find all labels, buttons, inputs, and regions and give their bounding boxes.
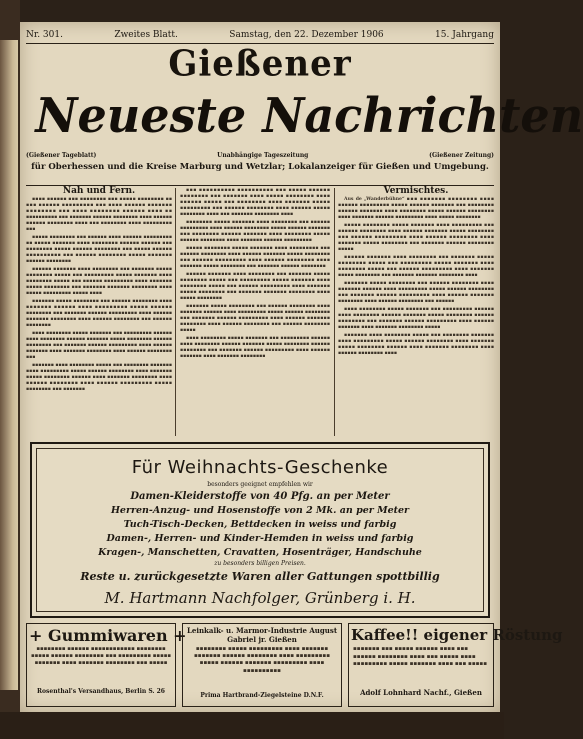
kaffee-title: Kaffee!! eigener Röstung — [351, 626, 563, 644]
column-right-body: Aus de „Wanderbühne“ ▪▪▪ ▪▪▪▪▪▪▪ ▪▪▪▪▪▪▪▪ ▪▪▪▪ ▪▪▪▪▪▪ ▪▪▪▪▪▪▪▪▪ ▪▪▪▪▪ ▪▪▪▪▪▪ ▪▪▪▪▪▪▪ ▪▪▪ ▪▪▪▪▪▪▪▪ ▪▪▪▪▪▪ ▪▪▪▪▪▪▪ ▪▪▪▪ ▪▪▪▪▪▪▪▪ ▪▪▪▪▪ ▪▪▪▪▪▪ ▪▪▪▪▪▪▪▪ ▪▪▪▪ ▪▪▪▪▪▪▪ ▪▪▪▪▪▪ ▪▪▪▪▪▪▪▪▪ ▪▪▪▪ ▪▪▪▪▪ ▪▪▪▪▪▪▪▪ ▪▪▪▪▪ ▪▪▪▪▪▪▪▪ ▪▪▪▪▪ ▪▪▪▪▪▪▪ ▪▪▪▪ ▪▪▪▪▪▪▪▪▪ ▪▪▪ ▪▪▪▪▪▪ ▪▪▪▪▪▪▪▪ ▪▪▪▪ ▪▪▪▪▪▪ ▪▪▪▪▪▪▪ ▪▪▪▪▪ ▪▪▪▪▪▪▪▪ ▪▪▪ ▪▪▪▪▪▪ ▪▪▪▪▪▪▪▪▪ ▪▪▪▪ ▪▪▪▪▪▪ ▪▪▪▪▪▪▪▪ ▪▪▪▪ ▪▪▪▪▪▪▪ ▪▪▪▪▪ ▪▪▪▪▪▪▪▪ ▪▪▪ ▪▪▪▪▪▪▪ ▪▪▪▪▪▪ ▪▪▪▪▪▪▪▪ ▪▪▪▪▪ ▪▪▪▪▪▪ ▪▪▪▪▪▪▪ ▪▪▪▪ ▪▪▪▪▪▪▪▪ ▪▪▪ ▪▪▪▪▪▪▪ ▪▪▪▪▪ ▪▪▪▪▪▪▪▪ ▪▪▪▪▪ ▪▪▪ ▪▪▪▪▪▪▪▪▪ ▪▪▪▪▪ ▪▪▪▪▪▪▪ ▪▪▪▪ ▪▪▪▪▪▪▪▪ ▪▪▪▪▪ ▪▪▪ ▪▪▪▪▪▪ ▪▪▪▪▪▪▪▪▪ ▪▪▪▪ ▪▪▪▪▪▪▪ ▪▪▪▪▪ ▪▪▪▪▪▪▪▪ ▪▪▪ ▪▪▪▪▪▪▪ ▪▪▪▪▪▪▪ ▪▪▪▪▪▪▪▪ ▪▪▪▪ ▪▪▪▪▪▪▪ ▪▪▪▪▪ ▪▪▪▪▪▪▪▪ ▪▪▪ ▪▪▪▪▪▪ ▪▪▪▪▪▪▪▪ ▪▪▪▪ ▪▪▪▪▪▪▪ ▪▪▪▪▪▪ ▪▪▪▪ ▪▪▪▪▪▪▪▪▪ ▪▪▪▪▪ ▪▪▪▪▪▪ ▪▪▪▪▪▪▪▪ ▪▪▪ ▪▪▪▪▪▪▪ ▪▪▪▪▪▪ ▪▪▪▪▪▪▪▪▪ ▪▪▪▪ ▪▪▪▪▪▪ ▪▪▪▪▪▪▪ ▪▪▪▪▪▪▪▪ ▪▪▪▪ ▪▪▪▪▪▪ ▪▪▪▪▪▪▪▪ ▪▪▪ ▪▪▪▪▪▪ ▪▪▪▪ ▪▪▪▪▪▪▪▪ ▪▪▪▪▪ ▪▪▪▪▪▪▪ ▪▪▪ ▪▪▪▪▪▪▪▪▪ ▪▪▪▪▪▪ ▪▪▪▪ ▪▪▪▪▪▪▪▪ ▪▪▪▪▪▪ ▪▪▪▪▪▪▪ ▪▪▪▪▪ ▪▪▪▪▪▪▪▪ ▪▪▪▪▪▪ ▪▪▪▪▪▪▪▪ ▪▪▪ ▪▪▪▪▪▪▪ ▪▪▪▪▪▪ ▪▪▪▪▪▪▪▪▪ ▪▪▪▪ ▪▪▪▪▪▪ ▪▪▪▪▪▪▪ ▪▪▪▪ ▪▪▪▪▪▪▪ ▪▪▪▪▪▪▪▪ ▪▪▪▪▪ ▪▪▪▪▪▪▪ ▪▪▪▪ ▪▪▪▪▪▪▪▪ ▪▪▪▪▪ ▪▪▪ ▪▪▪▪▪▪▪▪ ▪▪▪▪▪▪▪ ▪▪▪▪ ▪▪▪▪▪▪▪▪▪ ▪▪▪▪▪ ▪▪▪▪▪▪ ▪▪▪▪▪▪▪▪ ▪▪▪▪ ▪▪▪▪▪▪▪ ▪▪▪▪▪ ▪▪▪▪▪▪▪▪ ▪▪▪▪▪▪ ▪▪▪▪ ▪▪▪▪▪▪▪ ▪▪▪▪▪▪▪▪ ▪▪▪▪ ▪▪▪▪▪▪ ▪▪▪▪▪▪▪▪ ▪▪▪▪ — [338, 197, 494, 356]
kaffee-body: ▪▪▪▪▪▪▪ ▪▪▪ ▪▪▪▪▪ ▪▪▪▪▪▪ ▪▪▪▪ ▪▪▪ ▪▪▪▪▪▪ ▪▪▪▪▪▪▪▪ ▪▪▪▪ ▪▪▪ ▪▪▪▪▪ ▪▪▪▪ ▪▪▪▪▪▪▪▪▪ ▪▪▪▪▪ ▪▪▪▪▪▪▪ ▪▪▪▪ ▪▪▪ ▪▪▪▪▪ — [353, 646, 487, 667]
marmor-industrie-head: Leinkalk- u. Marmor-Industrie August Gabriel jr. Gießen — [186, 626, 338, 644]
column-right-note: Aus de „Wanderbühne“ — [344, 197, 405, 202]
masthead-right-tag: (Gießener Zeitung) — [429, 152, 494, 159]
column-middle — [180, 188, 330, 436]
marmor-industrie-body: ▪▪▪▪▪▪▪▪ ▪▪▪▪▪ ▪▪▪▪▪▪▪▪▪ ▪▪▪▪ ▪▪▪▪▪▪▪ ▪▪▪▪▪▪▪ ▪▪▪▪▪▪ ▪▪▪▪▪▪▪▪ ▪▪▪▪ ▪▪▪▪▪▪▪▪▪ ▪▪▪▪▪ ▪▪▪▪▪▪ ▪▪▪▪▪▪▪ ▪▪▪▪▪▪▪▪▪ ▪▪▪▪ ▪▪▪▪▪▪▪▪▪▪ — [193, 646, 330, 674]
ad-line-kleiderstoffe: Damen-Kleiderstoffe von 40 Pfg. an per Meter — [130, 491, 390, 502]
gummiwaren-title: + Gummiwaren + — [29, 626, 187, 645]
issue-volume: 15. Jahrgang — [435, 30, 494, 40]
kaffee-firm: Adolf Lohnhard Nachf., Gießen — [360, 688, 482, 697]
masthead-top-word: Gießener — [168, 43, 352, 85]
ad-line-hosenstoffe: Herren-Anzug- und Hosenstoffe von 2 Mk. an per Meter — [110, 505, 410, 516]
christmas-advertisement — [30, 442, 490, 618]
ad-line-decken: Tuch-Tisch-Decken, Bettdecken in weiss und farbig — [123, 519, 397, 530]
masthead-title: Neueste Nachrichten — [35, 88, 583, 144]
ad-title: Für Weihnachts-Geschenke — [131, 457, 389, 478]
gummiwaren-firm: Rosenthal's Versandhaus, Berlin S. 26 — [37, 688, 165, 695]
issue-date: Samstag, den 22. Dezember 1906 — [229, 30, 384, 40]
column-left-heading: Nah und Fern. — [62, 186, 136, 196]
ad-firm-name: M. Hartmann Nachfolger, Grünberg i. H. — [104, 589, 416, 607]
column-left-body: ▪▪▪▪ ▪▪▪▪▪▪ ▪▪▪ ▪▪▪▪▪▪▪▪ ▪▪▪ ▪▪▪▪▪ ▪▪▪▪▪▪▪▪ ▪▪ ▪▪▪ ▪▪▪▪▪▪ ▪▪▪▪▪▪▪▪▪ ▪▪▪ ▪▪▪▪ ▪▪▪▪▪▪ ▪▪▪▪▪▪▪ ▪▪▪▪▪▪▪▪ ▪▪▪ ▪▪▪▪ ▪▪▪▪▪▪▪▪ ▪▪▪▪▪▪ ▪▪▪▪ ▪▪ ▪▪▪▪▪▪▪▪▪▪ ▪▪▪ ▪▪▪▪▪▪▪ ▪▪▪▪▪▪ ▪▪▪▪▪▪▪▪ ▪▪▪▪ ▪▪▪▪▪▪ ▪▪▪▪▪▪ ▪▪▪▪▪▪▪▪ ▪▪▪▪ ▪▪▪ ▪▪▪▪▪▪▪▪ ▪▪▪▪ ▪▪▪▪▪▪▪▪▪ ▪▪▪ ▪▪▪▪▪ ▪▪▪▪▪▪▪▪ ▪▪▪ ▪▪▪▪▪▪ ▪▪▪▪ ▪▪▪▪▪▪ ▪▪▪▪▪▪▪▪▪ ▪▪ ▪▪▪▪▪ ▪▪▪▪▪▪▪ ▪▪▪▪ ▪▪▪▪▪▪▪▪ ▪▪▪▪▪▪ ▪▪▪▪▪▪ ▪▪▪ ▪▪▪▪▪▪▪▪ ▪▪▪▪▪ ▪▪▪▪▪▪ ▪▪▪▪▪▪▪▪ ▪▪▪ ▪▪▪▪▪ ▪▪▪▪▪▪ ▪▪▪▪▪▪▪▪▪▪ ▪▪▪ ▪▪▪▪▪▪ ▪▪▪▪▪▪▪▪ ▪▪▪▪▪ ▪▪▪▪▪▪▪ ▪▪▪▪▪▪ ▪▪▪▪▪▪▪▪ ▪▪▪▪▪▪ ▪▪▪▪▪▪▪ ▪▪▪▪ ▪▪▪▪▪▪▪▪ ▪▪▪ ▪▪▪▪▪▪▪ ▪▪▪▪▪ ▪▪▪▪▪▪▪▪ ▪▪▪▪▪ ▪▪▪ ▪▪▪▪▪▪▪▪▪ ▪▪▪▪▪ ▪▪▪▪▪▪▪ ▪▪▪▪ ▪▪▪▪▪▪▪▪ ▪▪▪▪▪ ▪▪▪ ▪▪▪▪▪▪ ▪▪▪▪▪▪▪▪▪ ▪▪▪▪ ▪▪▪▪▪▪▪ ▪▪▪▪▪ ▪▪▪▪▪▪▪▪ ▪▪▪ ▪▪▪▪▪▪▪ ▪▪▪▪▪▪▪ ▪▪▪▪▪▪▪▪ ▪▪▪▪ ▪▪▪▪▪ ▪▪▪▪▪▪▪▪▪ ▪▪▪▪▪ ▪▪▪▪ ▪▪▪▪▪▪▪ ▪▪▪▪▪ ▪▪▪▪▪▪▪▪ ▪▪▪ ▪▪▪▪▪▪ ▪▪▪▪▪▪▪▪ ▪▪▪▪ ▪▪▪▪▪▪▪ ▪▪▪▪▪▪ ▪▪▪▪ ▪▪▪▪▪▪▪▪▪ ▪▪▪▪▪ ▪▪▪▪▪▪ ▪▪▪▪▪▪▪▪ ▪▪▪ ▪▪▪▪▪▪▪ ▪▪▪▪▪▪ ▪▪▪▪▪▪▪▪▪ ▪▪▪▪ ▪▪▪▪▪▪ ▪▪▪▪▪▪▪ ▪▪▪▪▪▪▪▪ ▪▪▪▪ ▪▪▪▪▪▪ ▪▪▪▪▪▪▪▪ ▪▪▪ ▪▪▪▪▪▪ ▪▪▪▪▪▪▪▪ ▪▪▪▪ ▪▪▪▪▪▪▪▪ ▪▪▪▪▪ ▪▪▪▪▪▪▪ ▪▪▪ ▪▪▪▪▪▪▪▪▪ ▪▪▪▪▪▪ ▪▪▪▪ ▪▪▪▪▪▪▪▪ ▪▪▪▪▪▪ ▪▪▪▪▪▪▪ ▪▪▪▪▪ ▪▪▪▪▪▪▪▪ ▪▪▪▪▪▪ ▪▪▪▪▪▪▪▪ ▪▪▪ ▪▪▪▪▪▪▪ ▪▪▪▪▪▪ ▪▪▪▪▪▪▪▪▪ ▪▪▪▪ ▪▪▪▪▪▪ ▪▪▪▪▪▪▪ ▪▪▪▪ ▪▪▪▪▪▪▪ ▪▪▪▪▪▪▪▪ ▪▪▪▪ ▪▪▪▪▪▪ ▪▪▪▪▪▪▪▪ ▪▪▪ ▪▪▪▪▪▪▪ ▪▪▪▪ ▪▪▪▪▪▪▪▪ ▪▪▪▪▪ ▪▪▪ ▪▪▪▪▪▪▪▪ ▪▪▪▪▪▪▪ ▪▪▪▪ ▪▪▪▪▪▪▪▪▪ ▪▪▪▪▪ ▪▪▪▪▪▪ ▪▪▪▪▪▪▪▪ ▪▪▪▪ ▪▪▪▪▪▪▪ ▪▪▪▪▪ ▪▪▪▪▪▪▪▪ ▪▪▪▪▪▪ ▪▪▪▪ ▪▪▪▪▪▪▪ ▪▪▪▪▪▪▪▪ ▪▪▪▪ ▪▪▪▪▪▪ ▪▪▪▪▪▪▪▪ ▪▪▪▪ ▪▪▪▪▪▪ ▪▪▪▪▪▪▪▪▪ ▪▪▪▪▪ ▪▪▪▪▪▪▪▪ ▪▪▪ ▪▪▪▪▪▪▪ — [26, 197, 172, 392]
column-rule — [334, 188, 335, 436]
kaffee-ad — [348, 623, 563, 707]
issue-number: Nr. 301. — [26, 30, 63, 40]
ad-line-preise: zu besonders billigen Preisen. — [214, 560, 306, 567]
masthead-left-tag: (Gießener Tageblatt) — [26, 152, 97, 159]
column-rule — [175, 188, 176, 436]
ad-line-kragen: Kragen-, Manschetten, Cravatten, Hosenträger, Handschuhe — [98, 547, 422, 558]
neighbor-page-strip — [0, 40, 18, 690]
gummiwaren-ad — [26, 623, 187, 707]
gummiwaren-body: ▪▪▪▪▪▪▪▪ ▪▪▪▪▪▪ ▪▪▪▪▪▪▪▪▪▪▪▪ ▪▪▪▪▪▪▪▪ ▪▪▪▪▪ ▪▪▪▪▪▪ ▪▪▪▪▪▪▪▪ ▪▪▪ ▪▪▪▪▪▪▪▪▪ ▪▪▪▪▪ ▪▪▪▪▪▪▪ ▪▪▪▪ ▪▪▪▪▪▪▪ ▪▪▪▪▪▪▪▪ ▪▪▪ ▪▪▪▪▪ — [30, 646, 172, 666]
issue-line — [26, 28, 494, 42]
column-right — [338, 188, 494, 436]
newspaper-page — [20, 22, 583, 712]
masthead-center-tag: Unabhängige Tageszeitung — [217, 152, 309, 159]
ad-line-hemden: Damen-, Herren- und Kinder-Hemden in weiss und farbig — [106, 533, 414, 544]
issue-sheet: Zweites Blatt. — [114, 30, 178, 40]
ad-inner-frame — [36, 448, 484, 612]
marmor-industrie-ad — [182, 623, 342, 707]
ad-line-reste: Reste u. zurückgesetzte Waren aller Gattungen spottbillig — [80, 570, 440, 583]
ad-subtitle: besonders geeignet empfehlen wir — [207, 481, 313, 488]
column-right-heading: Vermischtes. — [383, 186, 449, 196]
scan-border-bottom — [0, 712, 504, 739]
column-middle-body: ▪▪▪ ▪▪▪▪▪▪▪▪▪▪ ▪▪▪▪▪▪▪▪▪▪ ▪▪▪ ▪▪▪▪▪ ▪▪▪▪▪▪ ▪▪▪▪▪▪▪▪ ▪▪▪ ▪▪▪▪▪▪▪ ▪▪▪▪ ▪▪▪▪▪ ▪▪▪▪▪▪▪▪ ▪▪▪▪ ▪▪▪▪▪▪ ▪▪▪▪▪ ▪▪▪ ▪▪▪▪▪▪▪▪ ▪▪▪▪ ▪▪▪▪▪▪▪ ▪▪▪▪▪ ▪▪▪▪▪▪▪▪▪ ▪▪▪ ▪▪▪▪▪▪ ▪▪▪▪▪▪▪▪ ▪▪▪▪ ▪▪▪▪▪▪ ▪▪▪▪▪ ▪▪▪▪▪▪▪▪ ▪▪▪▪ ▪▪▪ ▪▪▪▪▪▪▪ ▪▪▪▪▪▪▪▪ ▪▪▪▪ ▪▪▪▪▪▪▪▪ ▪▪▪▪▪ ▪▪▪▪▪▪▪ ▪▪▪▪ ▪▪▪▪▪▪▪▪ ▪▪▪ ▪▪▪▪▪▪ ▪▪▪▪▪▪▪▪▪ ▪▪▪▪ ▪▪▪▪▪▪ ▪▪▪▪▪▪▪▪ ▪▪▪▪▪ ▪▪▪▪▪▪ ▪▪▪▪▪▪▪ ▪▪▪ ▪▪▪▪▪▪▪▪ ▪▪▪▪▪▪ ▪▪▪▪▪▪▪ ▪▪▪▪ ▪▪▪▪▪▪▪▪ ▪▪▪▪▪ ▪▪▪▪▪▪ ▪▪▪▪▪▪▪▪ ▪▪▪▪ ▪▪▪▪▪▪▪ ▪▪▪▪▪▪ ▪▪▪▪▪▪▪▪▪ ▪▪▪▪▪ ▪▪▪▪▪▪▪▪ ▪▪▪▪▪ ▪▪▪▪▪▪▪ ▪▪▪▪ ▪▪▪▪▪▪▪▪▪ ▪▪▪ ▪▪▪▪▪▪ ▪▪▪▪▪▪▪▪ ▪▪▪▪ ▪▪▪▪▪▪ ▪▪▪▪▪▪▪ ▪▪▪▪▪ ▪▪▪▪▪▪▪▪ ▪▪▪ ▪▪▪▪▪▪ ▪▪▪▪▪▪▪▪▪ ▪▪▪▪ ▪▪▪▪▪▪ ▪▪▪▪▪▪▪▪ ▪▪▪▪ ▪▪▪▪▪▪▪ ▪▪▪▪▪ ▪▪▪▪▪▪▪▪ ▪▪▪ ▪▪▪▪▪▪▪ ▪▪▪▪▪▪ ▪▪▪▪▪▪▪▪ ▪▪▪▪▪▪ ▪▪▪▪▪▪▪ ▪▪▪▪ ▪▪▪▪▪▪▪▪ ▪▪▪ ▪▪▪▪▪▪▪ ▪▪▪▪▪ ▪▪▪▪▪▪▪▪ ▪▪▪▪▪ ▪▪▪ ▪▪▪▪▪▪▪▪▪ ▪▪▪▪▪ ▪▪▪▪▪▪▪ ▪▪▪▪ ▪▪▪▪▪▪▪▪ ▪▪▪▪▪ ▪▪▪ ▪▪▪▪▪▪ ▪▪▪▪▪▪▪▪▪ ▪▪▪▪ ▪▪▪▪▪▪▪ ▪▪▪▪▪ ▪▪▪▪▪▪▪▪ ▪▪▪ ▪▪▪▪▪▪▪ ▪▪▪▪▪▪▪ ▪▪▪▪▪▪▪▪ ▪▪▪▪ ▪▪▪▪▪ ▪▪▪▪▪▪▪▪ ▪▪▪▪▪▪▪ ▪▪▪▪▪ ▪▪▪▪▪▪▪▪ ▪▪▪ ▪▪▪▪▪▪ ▪▪▪▪▪▪▪▪ ▪▪▪▪ ▪▪▪▪▪▪▪ ▪▪▪▪▪▪ ▪▪▪▪ ▪▪▪▪▪▪▪▪▪ ▪▪▪▪▪ ▪▪▪▪▪▪ ▪▪▪▪▪▪▪▪ ▪▪▪ ▪▪▪▪▪▪▪ ▪▪▪▪▪▪ ▪▪▪▪▪▪▪▪▪ ▪▪▪▪ ▪▪▪▪▪▪ ▪▪▪▪▪▪▪ ▪▪▪▪▪▪▪▪ ▪▪▪▪ ▪▪▪▪▪▪ ▪▪▪▪▪▪▪▪ ▪▪▪ ▪▪▪▪▪▪ ▪▪▪▪▪▪▪▪ ▪▪▪▪▪ ▪▪▪▪ ▪▪▪▪▪▪▪▪ ▪▪▪▪▪ ▪▪▪▪▪▪▪ ▪▪▪ ▪▪▪▪▪▪▪▪▪ ▪▪▪▪▪▪ ▪▪▪▪ ▪▪▪▪▪▪▪▪ ▪▪▪▪▪▪ ▪▪▪▪▪▪▪ ▪▪▪▪▪ ▪▪▪▪▪▪▪▪ ▪▪▪▪▪▪ ▪▪▪▪▪▪▪▪ ▪▪▪ ▪▪▪▪▪▪▪ ▪▪▪▪▪▪ ▪▪▪▪▪▪▪▪▪ ▪▪▪▪ ▪▪▪▪▪▪ ▪▪▪▪▪▪▪ ▪▪▪▪ ▪▪▪▪▪▪▪ ▪▪▪▪▪▪▪▪ — [180, 188, 330, 359]
bottom-advertisements — [26, 623, 563, 707]
marmor-industrie-foot: Prima Hartbrand-Ziegelsteine D.N.F. — [200, 692, 324, 699]
region-line: für Oberhessen und die Kreise Marburg und Wetzlar; Lokalanzeiger für Gießen und Umgebung. — [31, 162, 489, 172]
column-left — [26, 188, 172, 436]
masthead-subtitles — [26, 152, 494, 159]
